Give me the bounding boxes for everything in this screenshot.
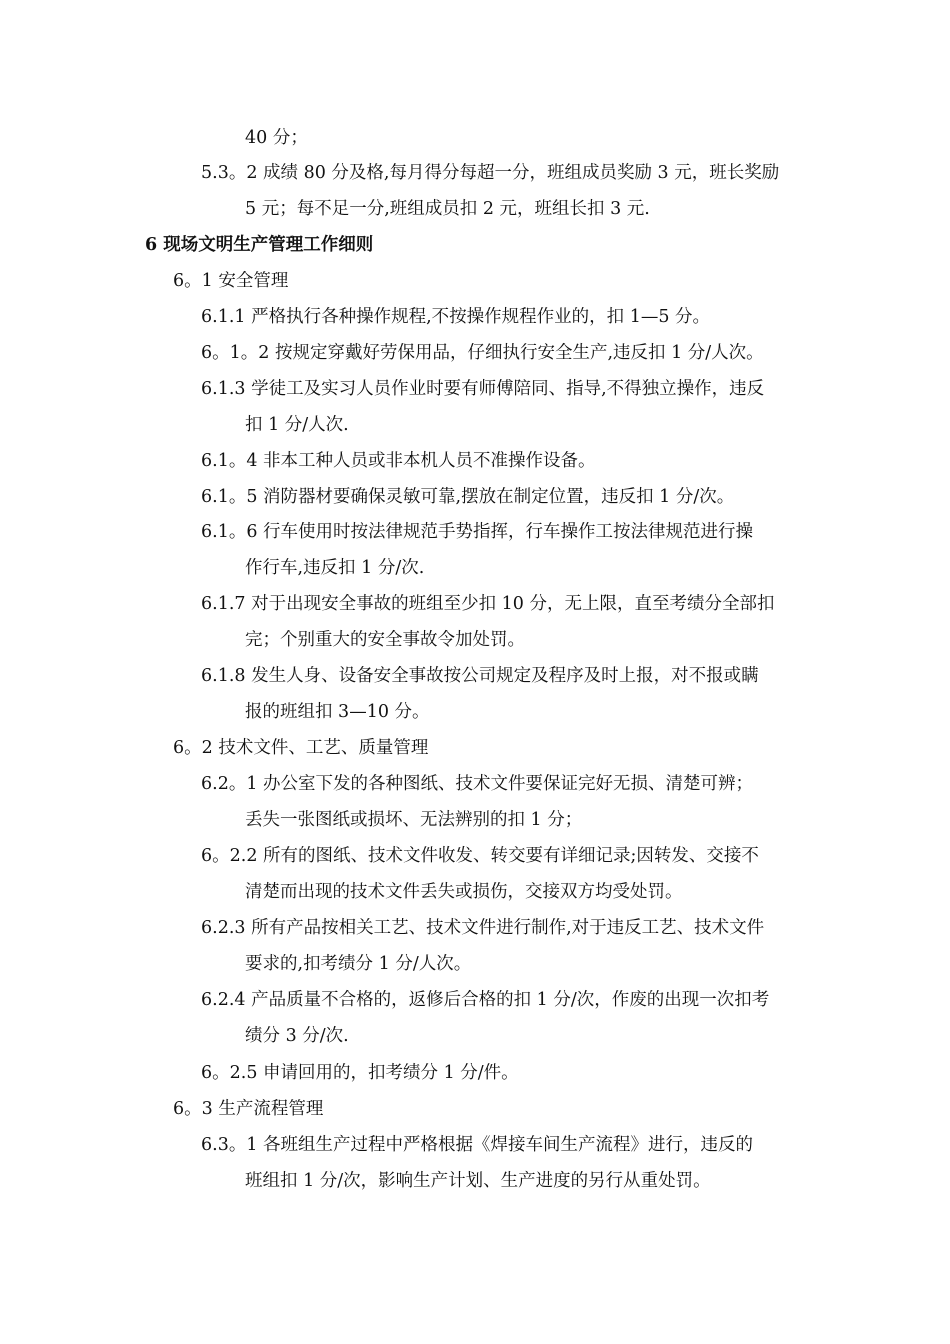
text-line: 40 分；	[245, 128, 308, 148]
text-line: 6。2.5 申请回用的，扣考绩分 1 分/件。	[201, 1063, 519, 1083]
subsection-heading: 6。3 生产流程管理	[173, 1099, 324, 1119]
text-line: 6.1.3 学徒工及实习人员作业时要有师傅陪同、指导,不得独立操作，违反	[201, 379, 765, 399]
text-line: 6.1.8 发生人身、设备安全事故按公司规定及程序及时上报，对不报或瞒	[201, 666, 759, 686]
subsection-heading: 6。2 技术文件、工艺、质量管理	[173, 738, 429, 758]
text-line: 5.3。2 成绩 80 分及格,每月得分每超一分，班组成员奖励 3 元，班长奖励	[201, 163, 780, 183]
text-line: 完；个别重大的安全事故令加处罚。	[245, 630, 525, 650]
text-line: 6.2。1 办公室下发的各种图纸、技术文件要保证完好无损、清楚可辨；	[201, 774, 754, 794]
text-line: 6。1。2 按规定穿戴好劳保用品，仔细执行安全生产,违反扣 1 分/人次。	[201, 343, 764, 363]
text-line: 丢失一张图纸或损坏、无法辨别的扣 1 分；	[245, 810, 583, 830]
text-line: 5 元；每不足一分,班组成员扣 2 元，班组长扣 3 元.	[245, 199, 650, 219]
subsection-heading: 6。1 安全管理	[173, 271, 289, 291]
text-line: 清楚而出现的技术文件丢失或损伤，交接双方均受处罚。	[245, 882, 683, 902]
text-line: 6.2.4 产品质量不合格的，返修后合格的扣 1 分/次，作废的出现一次扣考	[201, 990, 770, 1010]
text-line: 扣 1 分/人次.	[245, 415, 349, 435]
text-line: 报的班组扣 3—10 分。	[245, 702, 430, 722]
text-line: 6.1。6 行车使用时按法律规范手势指挥，行车操作工按法律规范进行操	[201, 522, 754, 542]
text-line: 6.1.1 严格执行各种操作规程,不按操作规程作业的，扣 1—5 分。	[201, 307, 711, 327]
text-line: 6.3。1 各班组生产过程中严格根据《焊接车间生产流程》进行，违反的	[201, 1135, 754, 1155]
text-line: 6.2.3 所有产品按相关工艺、技术文件进行制作,对于违反工艺、技术文件	[201, 918, 765, 938]
text-line: 6。2.2 所有的图纸、技术文件收发、转交要有详细记录;因转发、交接不	[201, 846, 759, 866]
text-line: 绩分 3 分/次.	[245, 1026, 349, 1046]
text-line: 要求的,扣考绩分 1 分/人次。	[245, 954, 472, 974]
text-line: 班组扣 1 分/次，影响生产计划、生产进度的另行从重处罚。	[245, 1171, 711, 1191]
text-line: 6.1.7 对于出现安全事故的班组至少扣 10 分，无上限，直至考绩分全部扣	[201, 594, 775, 614]
text-line: 6.1。4 非本工种人员或非本机人员不准操作设备。	[201, 451, 596, 471]
text-line: 作行车,违反扣 1 分/次.	[245, 558, 425, 578]
text-line: 6.1。5 消防器材要确保灵敏可靠,摆放在制定位置，违反扣 1 分/次。	[201, 487, 735, 507]
section-heading: 6 现场文明生产管理工作细则	[145, 235, 374, 255]
